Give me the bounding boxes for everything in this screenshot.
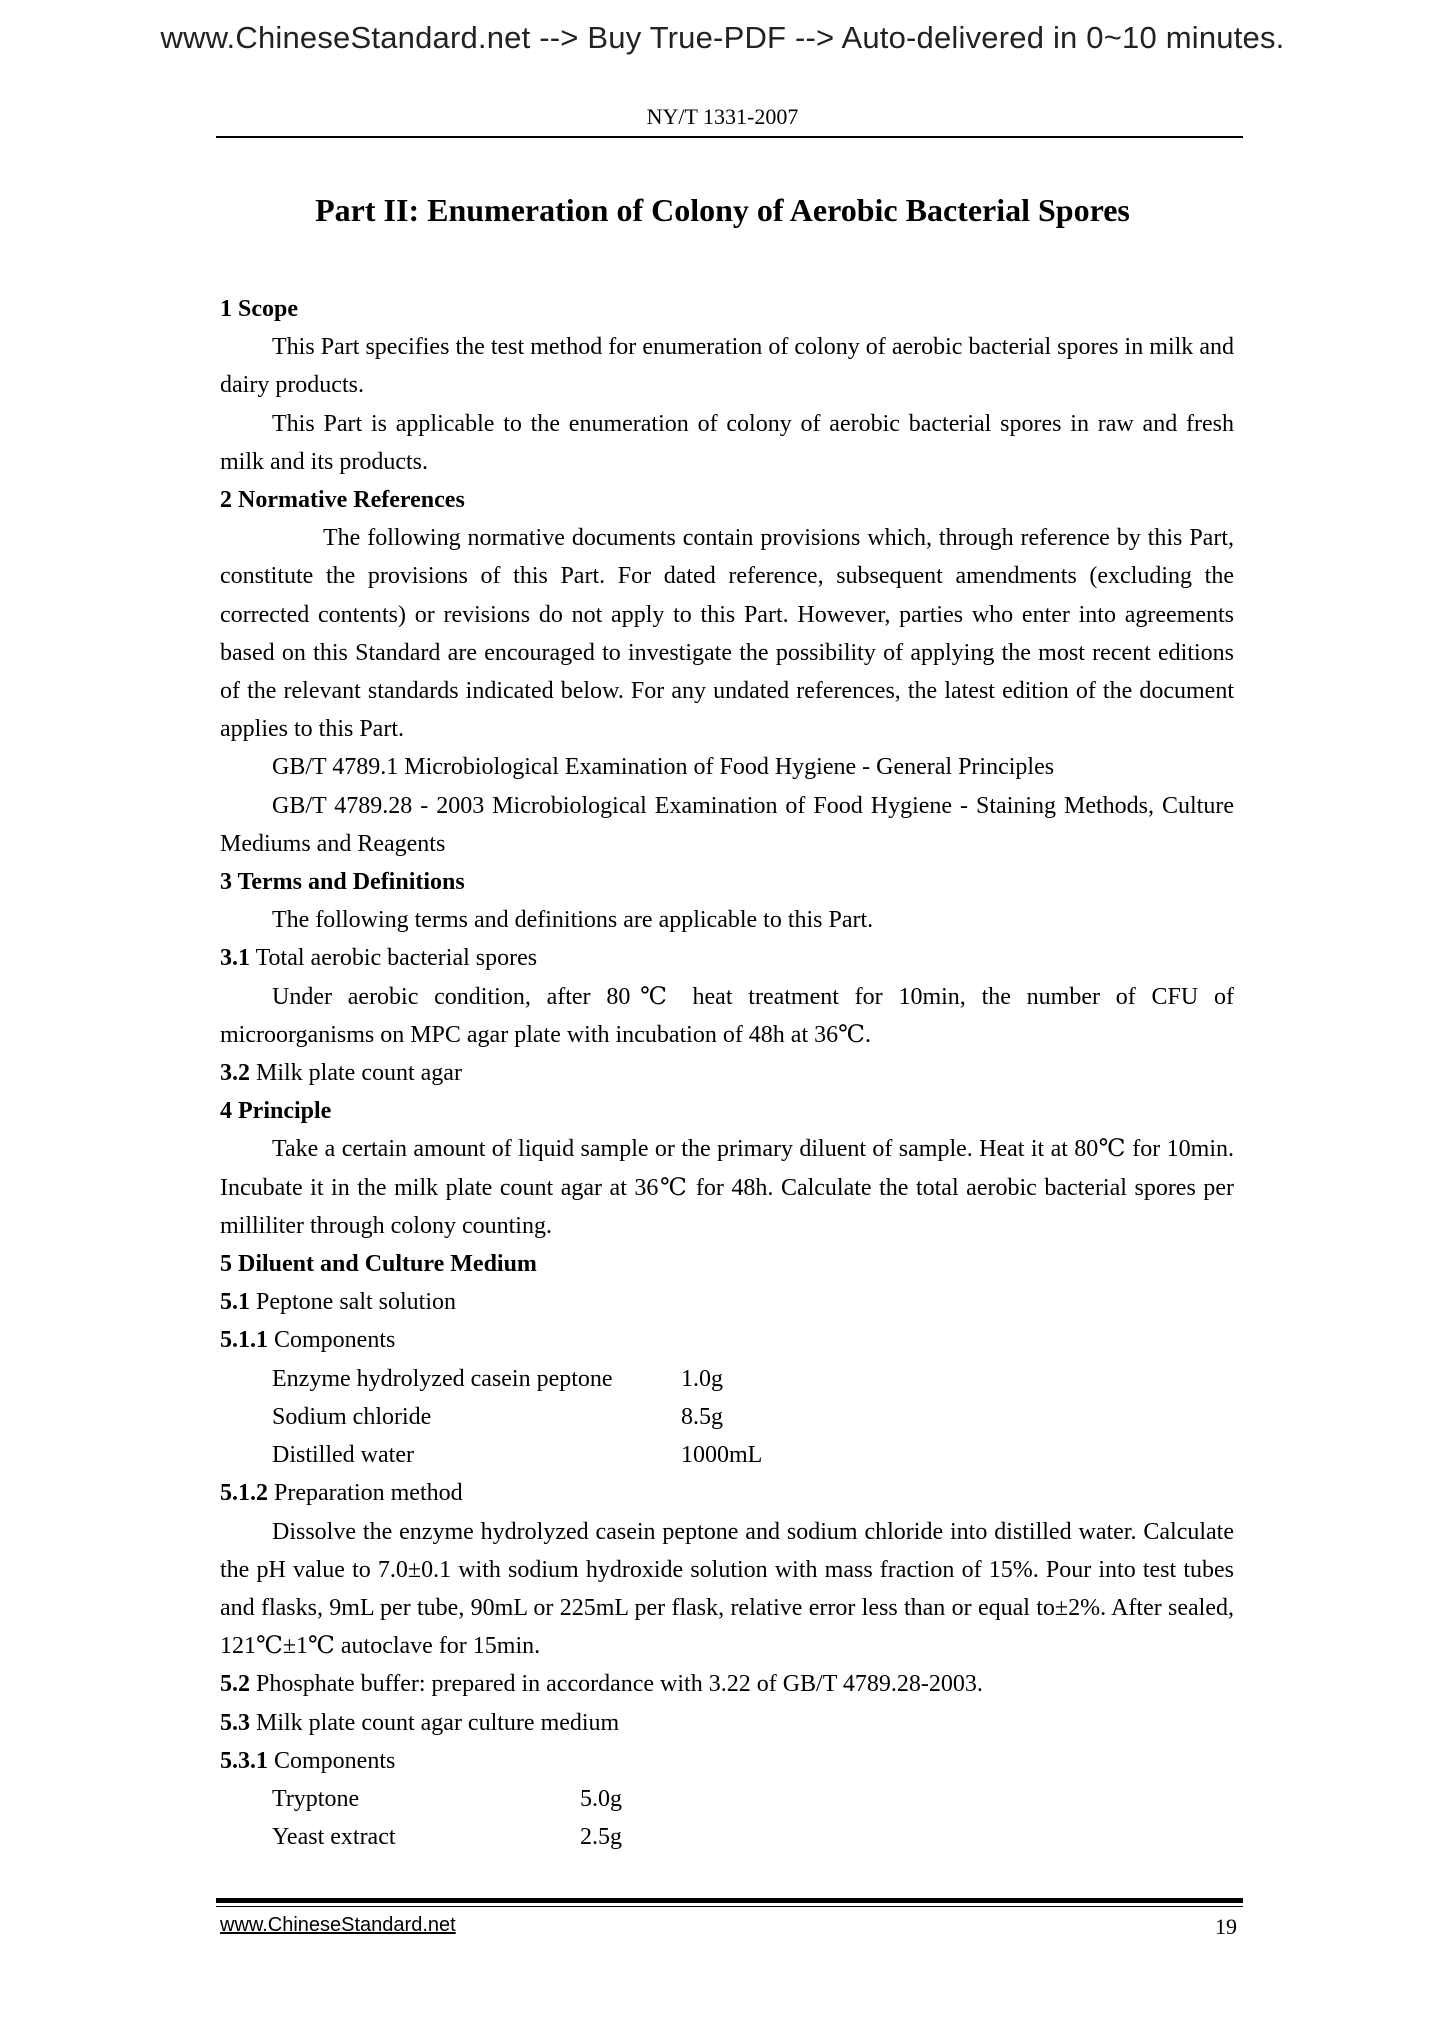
component-qty: 1.0g (681, 1365, 723, 1392)
component-row (220, 1360, 1234, 1398)
component-qty: 2.5g (580, 1824, 622, 1851)
component-row (220, 1398, 1234, 1436)
promo-banner[interactable]: www.ChineseStandard.net --> Buy True-PDF --> Auto-delivered in 0~10 minutes. (160, 20, 1285, 55)
clause-number: 5.1.2 (220, 1480, 268, 1507)
paragraph: The following terms and definitions are applicable to this Part. (272, 907, 874, 934)
term-3-1 (220, 939, 1234, 977)
section-heading-principle: 4 Principle (220, 1098, 332, 1125)
clause-title: Phosphate buffer: prepared in accordance with 3.22 of GB/T 4789.28-2003. (250, 1671, 983, 1698)
document-body (220, 290, 1234, 1856)
clause-number: 5.3.1 (220, 1747, 268, 1774)
header-divider (216, 136, 1243, 138)
component-name: Sodium chloride (272, 1403, 432, 1430)
clause-title: Preparation method (268, 1480, 463, 1507)
clause-title: Peptone salt solution (250, 1289, 456, 1316)
component-qty: 5.0g (580, 1785, 622, 1812)
clause-number: 5.3 (220, 1709, 250, 1736)
paragraph: Dissolve the enzyme hydrolyzed casein peptone and sodium chloride into distilled water. Calculate the pH value to 7.0±0.1 with sodium hydroxide solution with mass fraction of 15%. Pour into test tubes and flasks, 9mL per tube, 90mL or 225mL per flask, relative error less than or equal to±2%. After sealed, 121℃±1℃ autoclave for 15min. (220, 1518, 1234, 1660)
reference-item: GB/T 4789.28 - 2003 Microbiological Examination of Food Hygiene - Staining Methods, Culture Mediums and Reagents (220, 792, 1234, 857)
component-name: Tryptone (272, 1785, 360, 1812)
section-heading-terms: 3 Terms and Definitions (220, 869, 465, 896)
clause-title: Milk plate count agar culture medium (250, 1709, 620, 1736)
paragraph: The following normative documents contain provisions which, through reference by this Part, constitute the provisions of this Part. For dated reference, subsequent amendments (excluding the corrected contents) or revisions do not apply to this Part. However, parties who enter into agreements based on this Standard are encouraged to investigate the possibility of applying the most recent editions of the relevant standards indicated below. For any undated references, the latest edition of the document applies to this Part. (220, 525, 1234, 743)
component-name: Yeast extract (272, 1824, 396, 1851)
clause-5-1 (220, 1283, 1234, 1321)
clause-5-1-2 (220, 1474, 1234, 1512)
term-definition: Under aerobic condition, after 80℃ heat treatment for 10min, the number of CFU of microorganisms on MPC agar plate with incubation of 48h at 36℃. (220, 983, 1234, 1048)
page-title: Part II: Enumeration of Colony of Aerobic Bacterial Spores (315, 192, 1130, 228)
clause-5-1-1 (220, 1321, 1234, 1359)
standard-code: NY/T 1331-2007 (646, 104, 799, 129)
clause-title: Components (268, 1327, 396, 1354)
footer-divider-thin (216, 1906, 1243, 1907)
component-name: Distilled water (272, 1442, 414, 1469)
clause-title: Milk plate count agar (250, 1060, 462, 1087)
page-number: 19 (1215, 1914, 1237, 1939)
clause-5-3-1 (220, 1742, 1234, 1780)
clause-number: 5.1 (220, 1289, 250, 1316)
clause-number: 3.2 (220, 1060, 250, 1087)
clause-title: Components (268, 1747, 396, 1774)
clause-number: 5.2 (220, 1671, 250, 1698)
component-qty: 1000mL (681, 1442, 763, 1469)
component-name: Enzyme hydrolyzed casein peptone (272, 1365, 613, 1392)
paragraph: Take a certain amount of liquid sample or the primary diluent of sample. Heat it at 80℃ for 10min. Incubate it in the milk plate count agar at 36℃ for 48h. Calculate the total aerobic bacterial spores per milliliter through colony counting. (220, 1136, 1234, 1239)
term-3-2 (220, 1054, 1234, 1092)
section-heading-diluent: 5 Diluent and Culture Medium (220, 1251, 537, 1278)
paragraph: This Part is applicable to the enumeration of colony of aerobic bacterial spores in raw and fresh milk and its products. (220, 410, 1234, 475)
clause-5-2 (220, 1665, 1234, 1703)
clause-number: 5.1.1 (220, 1327, 268, 1354)
clause-5-3 (220, 1704, 1234, 1742)
section-heading-normative-references: 2 Normative References (220, 487, 465, 514)
footer-website-link[interactable]: www.ChineseStandard.net (220, 1914, 456, 1936)
footer-divider-thick (216, 1898, 1243, 1903)
clause-title: Total aerobic bacterial spores (250, 945, 538, 972)
section-heading-scope: 1 Scope (220, 296, 298, 322)
clause-number: 3.1 (220, 945, 250, 972)
reference-item: GB/T 4789.1 Microbiological Examination of Food Hygiene - General Principles (272, 754, 1055, 781)
component-row (220, 1780, 1234, 1818)
component-row (220, 1436, 1234, 1474)
paragraph: This Part specifies the test method for enumeration of colony of aerobic bacterial spores in milk and dairy products. (220, 334, 1234, 399)
component-row (220, 1818, 1234, 1856)
component-qty: 8.5g (681, 1403, 723, 1430)
